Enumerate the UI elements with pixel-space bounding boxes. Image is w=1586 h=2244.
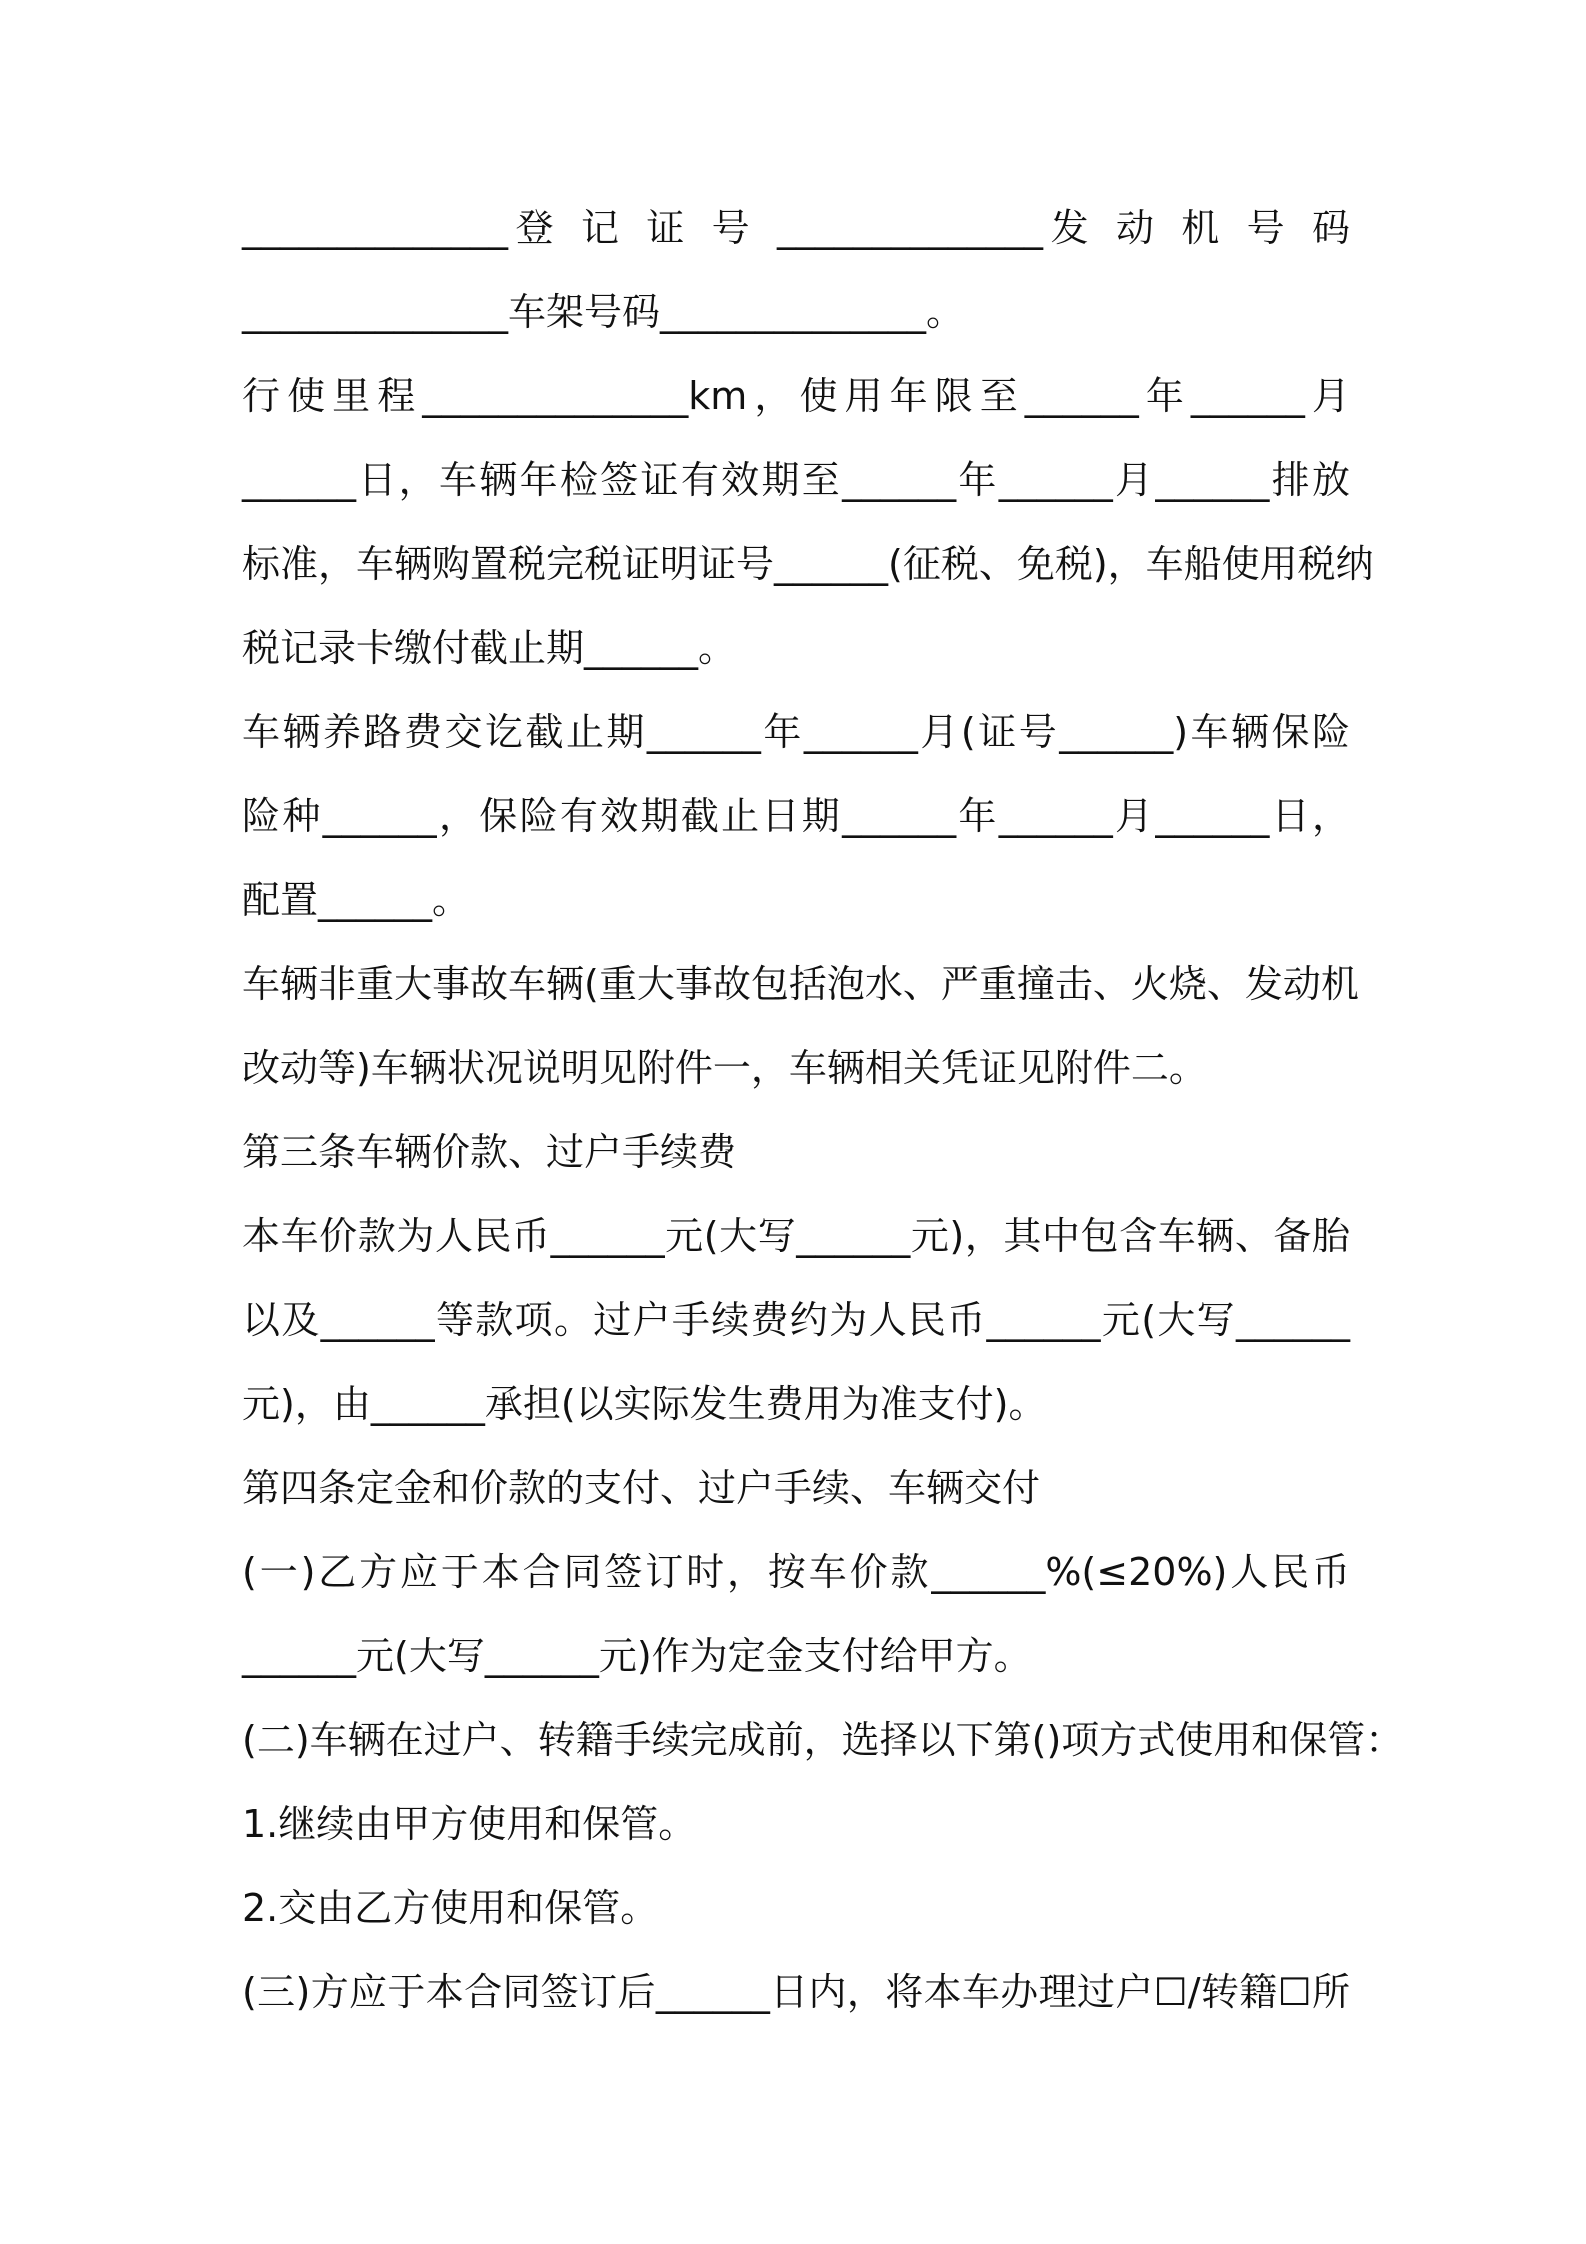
list-item-1: 1.继续由甲方使用和保管。 <box>242 1802 697 1846</box>
text-line-8: 险种______，保险有效期截止日期______年______月______日， <box>242 794 1350 838</box>
text-line-22: (三)方应于本合同签订后______日内，将本车办理过户☐/转籍☐所 <box>242 1970 1350 2014</box>
text-line-6: 税记录卡缴付截止期______。 <box>242 626 737 670</box>
section-heading-article-4: 第四条定金和价款的支付、过户手续、车辆交付 <box>242 1466 1041 1510</box>
text-line-15: 元)，由______承担(以实际发生费用为准支付)。 <box>242 1382 1047 1426</box>
text-line-5: 标准，车辆购置税完税证明证号______(征税、免税)，车船使用税纳 <box>242 542 1374 586</box>
text-line-10: 车辆非重大事故车辆(重大事故包括泡水、严重撞击、火烧、发动机 <box>242 962 1359 1006</box>
text-line-4: ______日，车辆年检签证有效期至______年______月______排放 <box>242 458 1350 502</box>
text-line-3: 行使里程______________km，使用年限至______年______月 <box>242 374 1350 418</box>
text-line-11: 改动等)车辆状况说明见附件一，车辆相关凭证见附件二。 <box>242 1046 1207 1090</box>
text-line-19: (二)车辆在过户、转籍手续完成前，选择以下第()项方式使用和保管： <box>242 1718 1404 1762</box>
text-line-13: 本车价款为人民币______元(大写______元)，其中包含车辆、备胎 <box>242 1214 1350 1258</box>
text-line-18: ______元(大写______元)作为定金支付给甲方。 <box>242 1634 1032 1678</box>
text-line-2: ______________车架号码______________。 <box>242 290 965 334</box>
text-line-17: (一)乙方应于本合同签订时，按车价款______%(≤20%)人民币 <box>242 1550 1350 1594</box>
list-item-2: 2.交由乙方使用和保管。 <box>242 1886 659 1930</box>
text-line-7: 车辆养路费交讫截止期______年______月(证号______)车辆保险 <box>242 710 1350 754</box>
section-heading-article-3: 第三条车辆价款、过户手续费 <box>242 1130 737 1174</box>
text-line-14: 以及______等款项。过户手续费约为人民币______元(大写______ <box>242 1298 1350 1342</box>
text-line-9: 配置______。 <box>242 878 471 922</box>
text-line-1: ______________登 记 证 号 ______________发 动 机 号 码 <box>242 206 1350 250</box>
